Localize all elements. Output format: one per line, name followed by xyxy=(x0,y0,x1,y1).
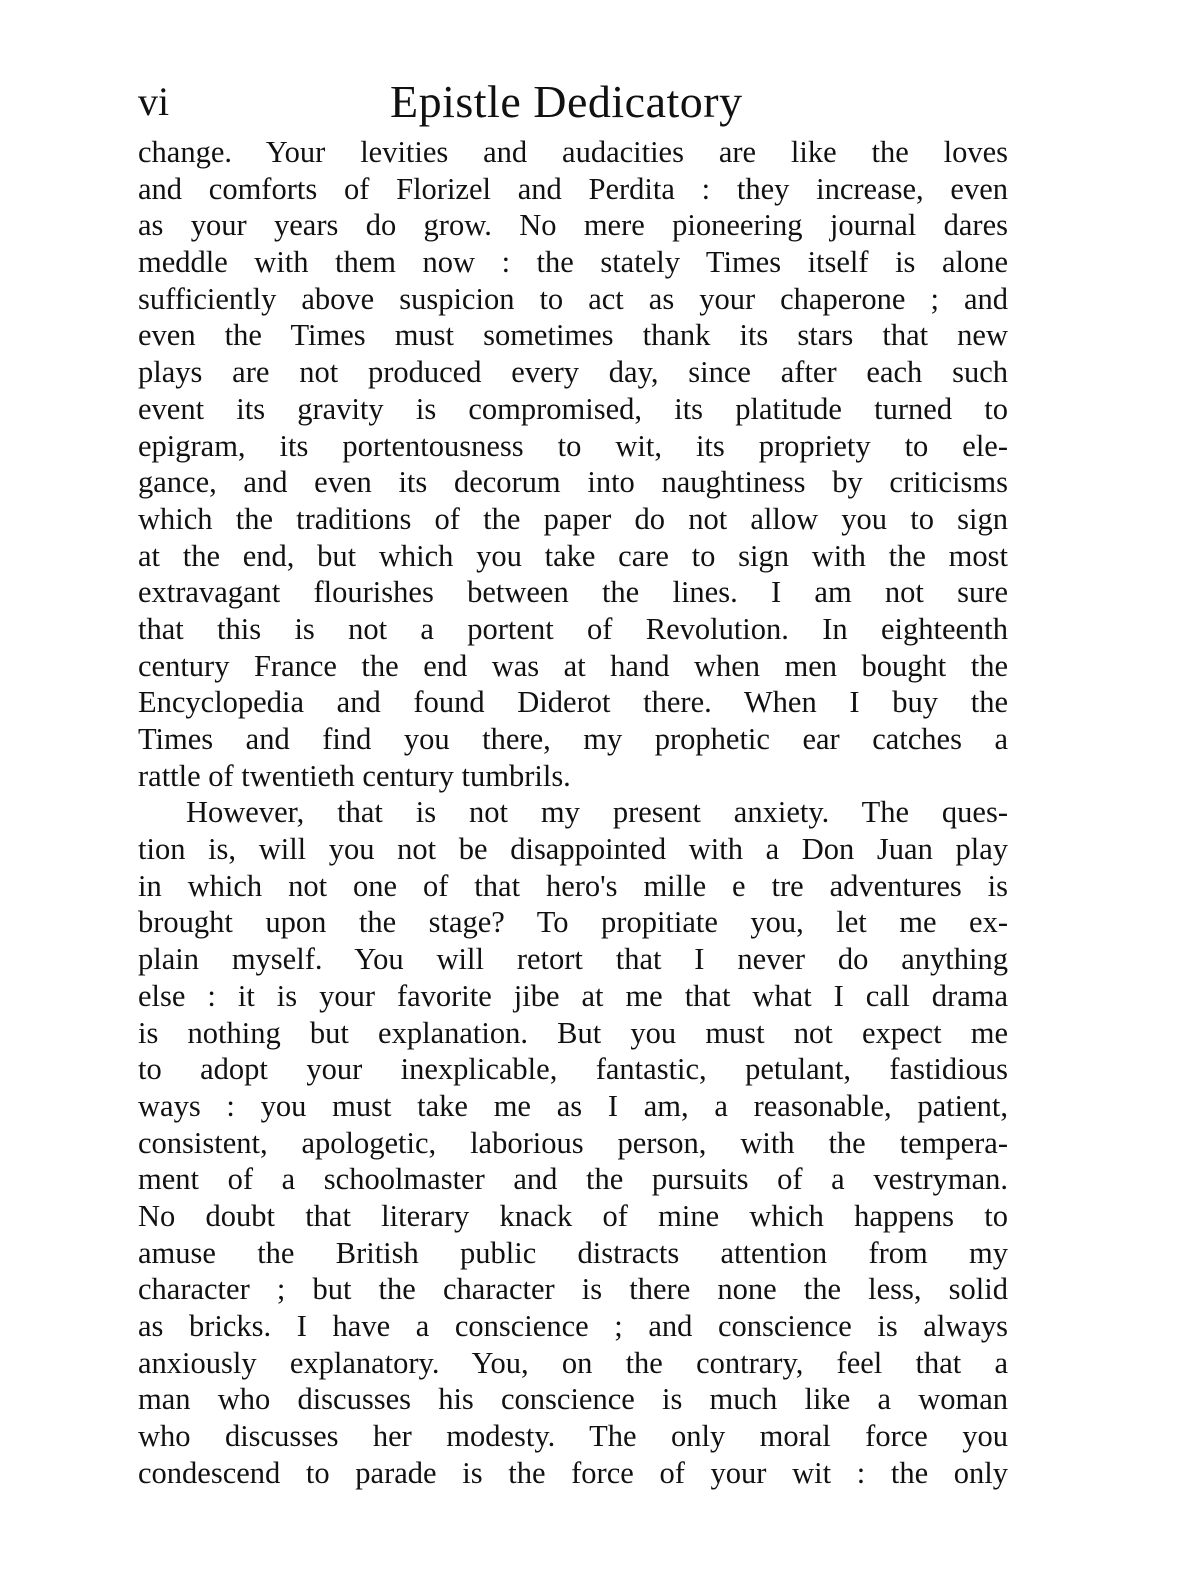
text-line: event its gravity is compromised, its platitude turned to xyxy=(138,391,1008,426)
text-line: in which not one of that hero's mille e tre adventures is xyxy=(138,868,1008,903)
text-line: Times and find you there, my prophetic ear catches a xyxy=(138,722,1008,756)
text-line: amuse the British public distracts attention from my xyxy=(138,1235,1008,1270)
text-line: is nothing but explanation. But you must not expect me xyxy=(138,1015,1008,1050)
text-line: which the traditions of the paper do not allow you to sign xyxy=(138,501,1008,536)
text-line: extravagant flourishes between the lines. I am not sure xyxy=(138,575,1008,610)
text-line: gance, and even its decorum into naughtiness by criticisms xyxy=(138,465,1008,500)
text-line: and comforts of Florizel and Perdita : they increase, even xyxy=(138,171,1008,206)
text-line: that this is not a portent of Revolution. In eighteenth xyxy=(138,611,1008,646)
text-line: No doubt that literary knack of mine which happens to xyxy=(138,1198,1008,1233)
text-line: character ; but the character is there none the less, solid xyxy=(138,1272,1008,1307)
text-line: sufficiently above suspicion to act as your chaperone ; and xyxy=(138,281,1008,316)
text-line: plain myself. You will retort that I never do anything xyxy=(138,942,1008,977)
text-line: Encyclopedia and found Diderot there. When I buy the xyxy=(138,685,1008,720)
text-line: anxiously explanatory. You, on the contrary, feel that a xyxy=(138,1345,1008,1380)
text-line: as bricks. I have a conscience ; and conscience is always xyxy=(138,1309,1008,1343)
text-line: ways : you must take me as I am, a reasonable, patient, xyxy=(138,1088,1008,1123)
text-line: at the end, but which you take care to sign with the most xyxy=(138,538,1008,573)
text-line: even the Times must sometimes thank its stars that new xyxy=(138,318,1008,353)
text-line: man who discusses his conscience is much like a woman xyxy=(138,1382,1008,1417)
paragraph-start-line: However, that is not my present anxiety. The ques- xyxy=(186,795,1008,830)
text-line: condescend to parade is the force of your wit : the only xyxy=(138,1455,1008,1490)
text-line: consistent, apologetic, laborious person, with the tempera- xyxy=(138,1125,1008,1160)
text-line: century France the end was at hand when men bought the xyxy=(138,648,1008,683)
text-line: as your years do grow. No mere pioneering journal dares xyxy=(138,208,1008,243)
text-line: plays are not produced every day, since after each such xyxy=(138,355,1008,390)
text-line: ment of a schoolmaster and the pursuits of a vestryman. xyxy=(138,1162,1008,1197)
text-line: tion is, will you not be disappointed with a Don Juan play xyxy=(138,832,1008,867)
body-text xyxy=(138,134,1008,1491)
text-line: change. Your levities and audacities are like the loves xyxy=(138,135,1008,169)
running-title: Epistle Dedicatory xyxy=(390,76,743,127)
page-number: vi xyxy=(138,79,170,124)
text-line: meddle with them now : the stately Times itself is alone xyxy=(138,245,1008,280)
text-line: who discusses her modesty. The only moral force you xyxy=(138,1419,1008,1454)
running-head xyxy=(138,72,1008,132)
text-line: brought upon the stage? To propitiate you, let me ex- xyxy=(138,905,1008,940)
text-line: to adopt your inexplicable, fantastic, petulant, fastidious xyxy=(138,1052,1008,1087)
text-line: else : it is your favorite jibe at me that what I call drama xyxy=(138,978,1008,1013)
text-line: epigram, its portentousness to wit, its propriety to ele- xyxy=(138,428,1008,463)
paragraph-end-line: rattle of twentieth century tumbrils. xyxy=(138,758,571,793)
